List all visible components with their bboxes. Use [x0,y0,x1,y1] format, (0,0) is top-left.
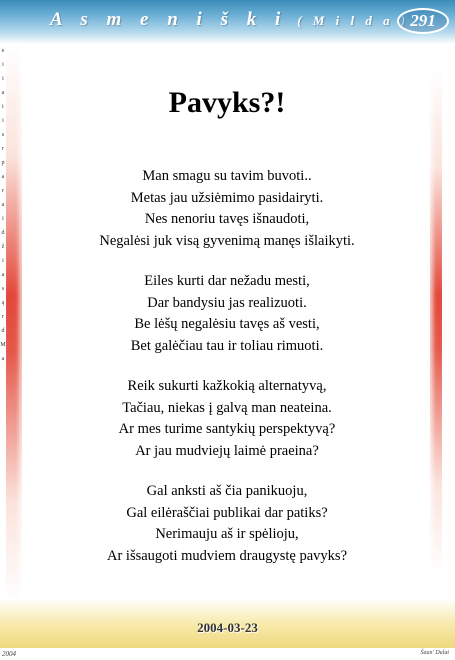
header-title-text: A s m e n i š k i [50,9,288,30]
stanza-4 [24,481,430,567]
page-number-badge: 291 [397,8,449,34]
right-decorative-bar [430,66,442,576]
side-letter: M [0,342,6,348]
left-decorative-bar [6,44,22,604]
poem-line: Ar mes turime santykių perspektyvą? [118,421,336,437]
side-letter: ą [1,300,5,306]
side-letter: t [2,104,4,110]
footer-date: 2004-03-23 [197,620,258,635]
side-letter: s [1,286,5,292]
header-title [50,9,409,31]
stanza-3 [24,376,430,462]
page-header [0,0,455,44]
poem-line: Be lėšų negalėsiu tavęs aš vesti, [134,316,320,332]
poem-line: Metas jau užsiėmimo pasidairyti. [130,189,324,206]
poem-line: Bet galėčiau tau ir toliau rimuoti. [130,337,324,354]
side-letter: i [2,216,4,222]
page-content [24,44,430,604]
side-letter: i [2,118,4,124]
side-letter: a [1,356,5,362]
poem-line: Negalėsi juk visą gyvenimą manęs išlaikyti. [99,232,355,249]
poem-body [24,166,430,586]
page-footer [0,598,455,648]
poem-line: Nes nenoriu tavęs išnaudoti, [144,211,310,227]
poem-line: Reik sukurti kažkokią alternatyvą, [127,378,327,394]
poem-line: Eiles kurti dar nežadu mesti, [144,273,310,289]
side-letter: d [1,230,5,236]
side-letter: r [2,146,4,152]
poem-line: Ar išsaugoti mudviem draugystę pavyks? [106,547,347,564]
side-letter: a [1,202,5,208]
footer-year: 2004 [2,650,16,658]
side-letter: a [1,90,5,96]
side-letter: i [2,258,4,264]
poem-line: Ar jau mudviejų laimė praeina? [135,442,319,459]
footer-signature: Šaun' Dulat [420,650,449,656]
side-letter: r [2,314,4,320]
stanza-2 [24,271,430,357]
poem-line: Man smagu su tavim buvoti.. [142,168,312,184]
poem-line: Gal anksti aš čia panikuoju, [146,483,308,499]
poem-line: Tačiau, niekas į galvą man neateina. [122,399,332,416]
side-letter: a [1,272,5,278]
side-letter: i [2,76,4,82]
side-letter: p [1,160,5,166]
stanza-1 [24,166,430,252]
side-letter: d [1,328,5,334]
header-subtitle: ( M i l d a ) [297,13,410,28]
poem-line: Nerimauju aš ir spėlioju, [155,526,299,542]
side-letter: i [2,62,4,68]
side-letter: r [2,188,4,194]
poem-title: Pavyks?! [168,86,286,119]
side-letter: ž [1,244,5,250]
poem-line: Dar bandysiu jas realizuoti. [147,294,307,311]
poem-line: Gal eilėraščiai publikai dar patiks? [126,504,328,521]
side-letter: s [1,132,5,138]
side-letter: e [1,48,5,54]
side-letter: a [1,174,5,180]
